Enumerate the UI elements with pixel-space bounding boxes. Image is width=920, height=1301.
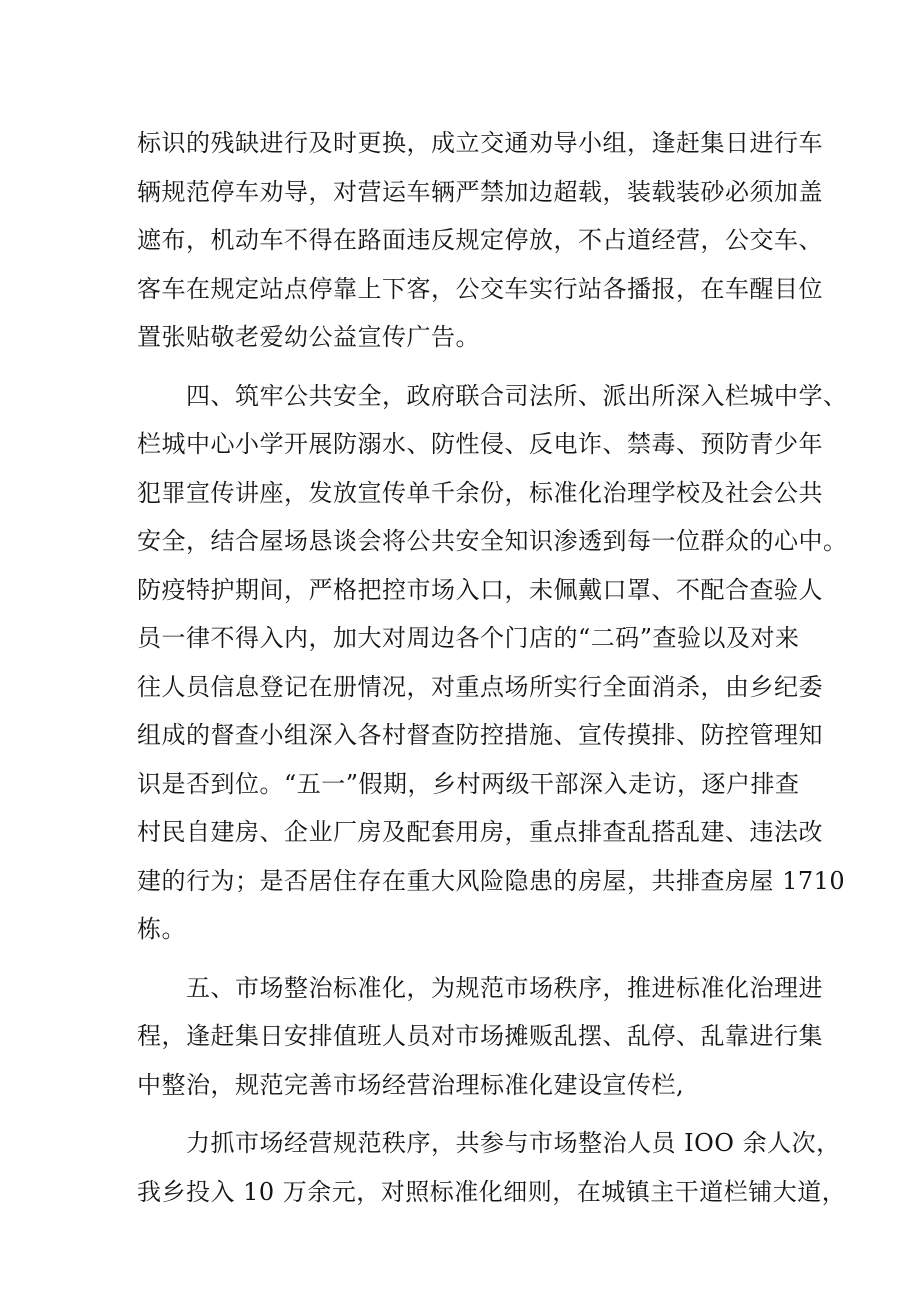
text-line: 识是否到位。“五一”假期，乡村两级干部深入走访，逐户排查 xyxy=(137,769,800,798)
document-body xyxy=(137,119,848,1216)
paragraph-gap xyxy=(137,1109,797,1119)
text-line: 员一律不得入内，加大对周边各个门店的“二码”查验以及对来 xyxy=(137,624,800,652)
paragraph-traffic xyxy=(137,119,823,362)
paragraph-gap xyxy=(137,954,797,964)
text-line: 力抓市场经营规范秩序，共参与市场整治人员 IOO 余人次， xyxy=(137,1129,841,1157)
text-line: 程，逢赶集日安排值班人员对市场摊贩乱摆、乱停、乱靠进行集 xyxy=(137,1022,823,1050)
paragraph-public-safety xyxy=(137,372,848,954)
text-line: 我乡投入 10 万余元，对照标准化细则，在城镇主干道栏铺大道， xyxy=(137,1177,847,1206)
text-line: 建的行为；是否居住存在重大风险隐患的房屋，共排查房屋 1710 xyxy=(137,866,846,895)
text-line: 置张贴敬老爱幼公益宣传广告。 xyxy=(137,323,480,351)
text-line: 遮布，机动车不得在路面违反规定停放，不占道经营，公交车、 xyxy=(137,226,823,254)
text-line: 安全，结合屋场恳谈会将公共安全知识渗透到每一位群众的心中。 xyxy=(137,527,848,555)
text-line: 标识的残缺进行及时更换，成立交通劝导小组，逢赶集日进行车 xyxy=(137,129,823,157)
text-line: 组成的督查小组深入各村督查防控措施、宣传摸排、防控管理知 xyxy=(137,721,823,749)
paragraph-gap xyxy=(137,362,797,372)
text-line: 中整治，规范完善市场经营治理标准化建设宣传栏, xyxy=(137,1070,685,1099)
text-line: 客车在规定站点停靠上下客，公交车实行站各播报，在车醒目位 xyxy=(137,274,823,303)
text-line: 辆规范停车劝导，对营运车辆严禁加边超载，装载装砂必须加盖 xyxy=(137,177,823,206)
text-line: 栋。 xyxy=(137,915,186,943)
text-line: 村民自建房、企业厂房及配套用房，重点排查乱搭乱建、违法改 xyxy=(137,818,823,846)
text-line: 防疫特护期间，严格把控市场入口，未佩戴口罩、不配合查验人 xyxy=(137,575,823,604)
paragraph-market-rectification xyxy=(137,964,823,1110)
text-line: 四、筑牢公共安全，政府联合司法所、派出所深入栏城中学、 xyxy=(137,381,848,410)
text-line: 犯罪宣传讲座，发放宣传单千余份，标准化治理学校及社会公共 xyxy=(137,478,823,507)
paragraph-market-order xyxy=(137,1119,847,1216)
text-line: 五、市场整治标准化，为规范市场秩序，推进标准化治理进 xyxy=(137,973,823,1002)
text-line: 往人员信息登记在册情况，对重点场所实行全面消杀，由乡纪委 xyxy=(137,672,823,701)
text-line: 栏城中心小学开展防溺水、防性侵、反电诈、禁毒、预防青少年 xyxy=(137,430,823,458)
